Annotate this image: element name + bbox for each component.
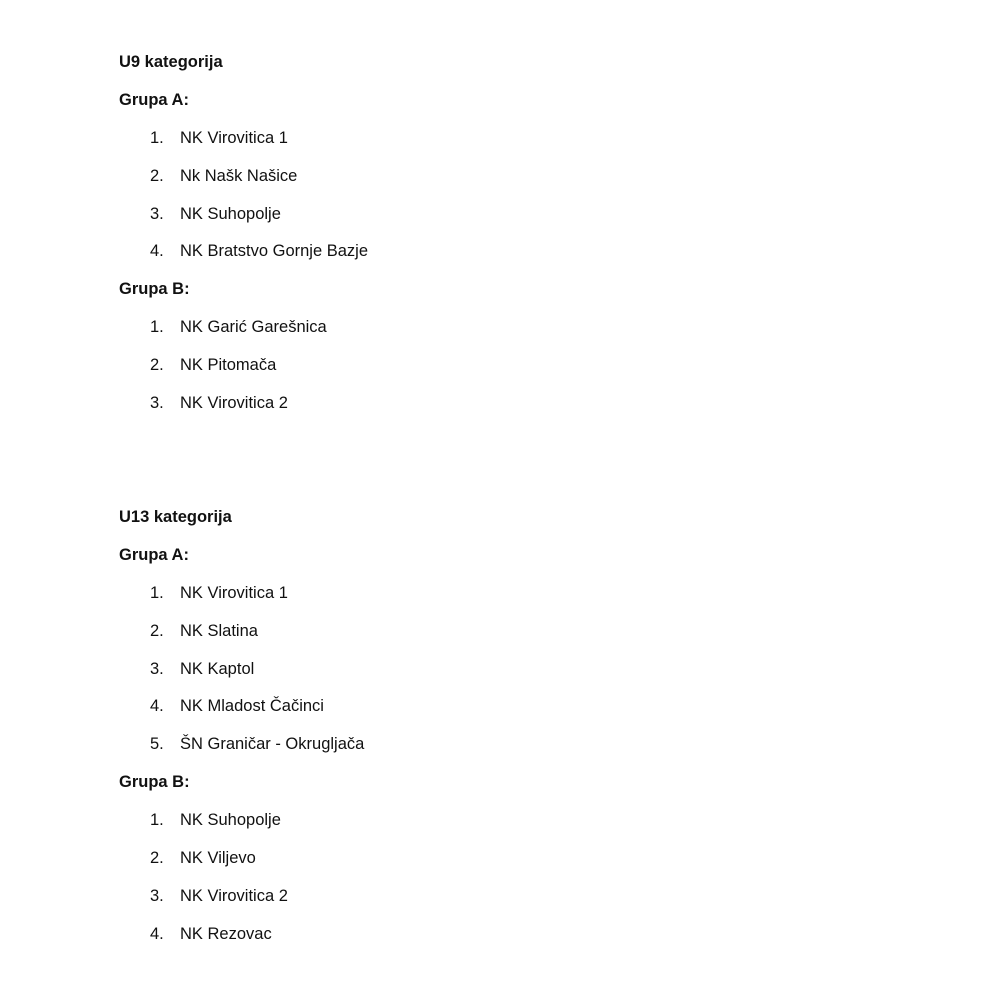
section-u13	[119, 505, 364, 960]
list-item	[119, 581, 364, 619]
section-title: U13 kategorija	[119, 508, 232, 526]
team-name: NK Rezovac	[180, 924, 272, 943]
team-name: NK Virovitica 1	[180, 128, 288, 147]
list-number: 3.	[150, 659, 164, 678]
team-name: NK Virovitica 1	[180, 583, 288, 602]
group-label: Grupa B:	[119, 280, 190, 299]
team-name: NK Mladost Čačinci	[180, 697, 324, 716]
team-name: NK Suhopolje	[180, 811, 281, 830]
list-number: 3.	[150, 394, 164, 413]
group-label: Grupa A:	[119, 90, 189, 109]
team-name: NK Virovitica 2	[180, 886, 288, 905]
group-label: Grupa A:	[119, 545, 189, 564]
list-item	[119, 846, 364, 884]
list-item	[119, 922, 364, 960]
list-number: 4.	[150, 697, 164, 716]
team-name: Nk Našk Našice	[180, 166, 298, 185]
group-label: Grupa B:	[119, 773, 190, 792]
list-item	[119, 202, 368, 240]
list-number: 4.	[150, 242, 164, 261]
list-number: 1.	[150, 128, 164, 147]
team-name: ŠN Graničar - Okrugljača	[180, 735, 365, 754]
list-item	[119, 164, 368, 202]
list-number: 4.	[150, 924, 164, 943]
list-number: 2.	[150, 356, 164, 375]
section-title: U9 kategorija	[119, 53, 223, 71]
list-item	[119, 657, 364, 695]
list-item	[119, 315, 368, 353]
list-item	[119, 353, 368, 391]
list-number: 1.	[150, 318, 164, 337]
list-item	[119, 391, 368, 429]
list-item	[119, 732, 364, 770]
section-u9	[119, 50, 368, 429]
list-number: 2.	[150, 621, 164, 640]
list-number: 3.	[150, 204, 164, 223]
list-number: 3.	[150, 886, 164, 905]
list-item	[119, 239, 368, 277]
list-item	[119, 694, 364, 732]
list-number: 2.	[150, 166, 164, 185]
list-number: 1.	[150, 811, 164, 830]
list-item	[119, 884, 364, 922]
list-item	[119, 126, 368, 164]
team-name: NK Bratstvo Gornje Bazje	[180, 242, 368, 261]
team-name: NK Slatina	[180, 621, 258, 640]
team-name: NK Virovitica 2	[180, 394, 288, 413]
team-name: NK Suhopolje	[180, 204, 281, 223]
list-number: 5.	[150, 735, 164, 754]
team-name: NK Kaptol	[180, 659, 255, 678]
team-name: NK Pitomača	[180, 356, 277, 375]
list-number: 1.	[150, 583, 164, 602]
list-item	[119, 619, 364, 657]
team-name: NK Garić Garešnica	[180, 318, 327, 337]
list-number: 2.	[150, 849, 164, 868]
list-item	[119, 808, 364, 846]
team-name: NK Viljevo	[180, 849, 256, 868]
